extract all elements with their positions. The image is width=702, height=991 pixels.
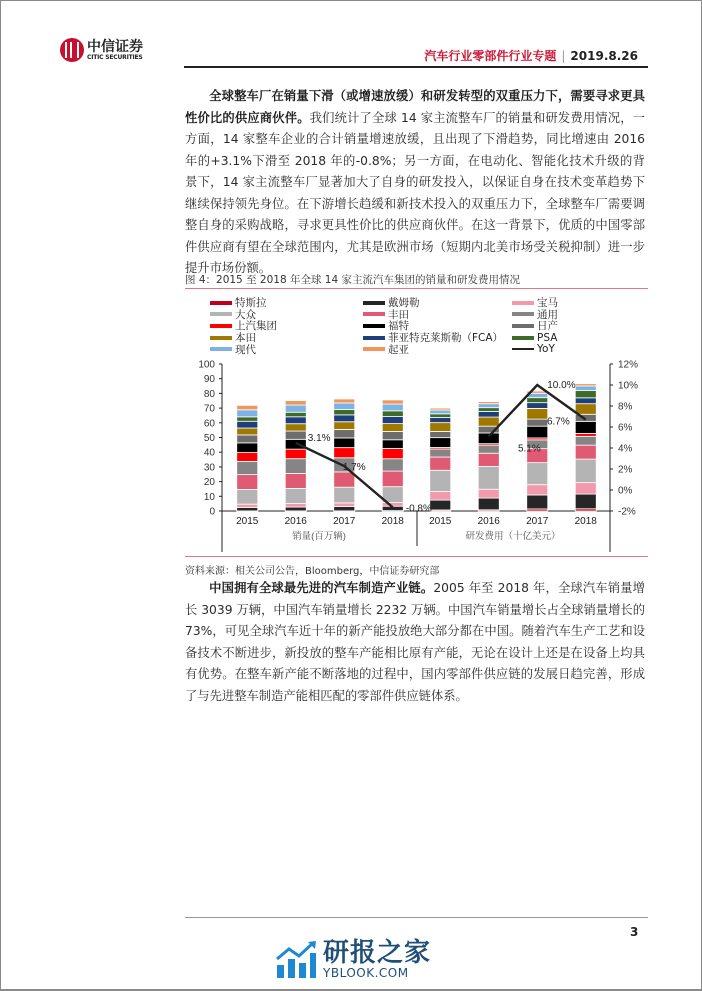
right-axis-tick-label: 10% [618, 380, 639, 392]
legend-swatch [363, 347, 385, 351]
bar-segment [527, 485, 548, 495]
bar-segment [285, 504, 306, 508]
bar-segment [382, 471, 403, 487]
logo-en-text: CITIC SECURITIES [87, 53, 143, 61]
sales-rd-stacked-chart [186, 356, 666, 552]
right-axis-tick-label: 2% [618, 464, 633, 476]
x-tick-label: 2018 [381, 516, 404, 527]
x-tick-label: 2015 [429, 516, 452, 527]
left-axis-tick-label: 10 [203, 491, 215, 503]
right-axis-tick-label: 0% [618, 485, 633, 497]
bar-segment [334, 422, 355, 430]
citic-logo-icon [60, 38, 84, 62]
x-tick-label: 2016 [284, 516, 307, 527]
bar-segment [430, 431, 451, 437]
bar-segment [527, 408, 548, 419]
left-axis-tick-label: 100 [198, 359, 215, 371]
bar-segment [382, 400, 403, 404]
legend-label: 现代 [235, 343, 256, 356]
legend-label: 菲亚特克莱斯勒（FCA） [388, 332, 504, 345]
bar-segment [430, 410, 451, 414]
legend-label: 大众 [235, 308, 256, 321]
legend-label: 通用 [537, 308, 558, 321]
bar-segment [430, 470, 451, 491]
bar-segment [285, 449, 306, 459]
bar-segment [334, 429, 355, 438]
bar-segment [382, 404, 403, 411]
legend-item [512, 343, 558, 355]
bar-segment [334, 503, 355, 507]
bar-segment [237, 435, 258, 443]
bar-segment [575, 421, 596, 433]
paragraph-1 [185, 86, 645, 280]
bar-segment [478, 404, 499, 408]
report-title: 汽车行业零部件行业专题 [424, 49, 557, 63]
bar-segment [527, 403, 548, 409]
bar-segment [334, 448, 355, 458]
bar-segment [575, 391, 596, 398]
bar-segment [527, 426, 548, 438]
yoy-data-label: -0.8% [405, 503, 432, 515]
bar-segment [430, 449, 451, 457]
header-rule [184, 66, 648, 68]
bar-segment [237, 504, 258, 507]
page-number: 3 [630, 925, 639, 939]
bar-segment [382, 417, 403, 424]
bar-segment [575, 494, 596, 509]
citic-logo [60, 38, 143, 62]
yoy-data-label: 10.0% [547, 380, 576, 391]
right-axis-tick-label: 12% [618, 359, 639, 371]
legend-swatch [210, 347, 232, 351]
bar-segment [382, 440, 403, 449]
legend-swatch [512, 301, 534, 305]
legend-label: 宝马 [537, 297, 558, 310]
legend-swatch [210, 324, 232, 328]
bar-segment [285, 488, 306, 503]
left-axis-tick-label: 90 [203, 374, 215, 386]
bar-segment [237, 507, 258, 511]
bar-segment [382, 424, 403, 432]
footer-rule [185, 917, 648, 918]
bar-segment [575, 404, 596, 415]
x-tick-label: 2018 [574, 516, 597, 527]
yoy-data-label: 1.7% [342, 462, 366, 474]
legend-swatch [210, 336, 232, 340]
bar-segment [285, 405, 306, 412]
bar-segment [430, 492, 451, 501]
yoy-data-label: 6.7% [546, 416, 570, 428]
bar-segment [478, 417, 499, 426]
bar-segment [334, 403, 355, 410]
source-rule [185, 556, 648, 557]
legend-swatch [512, 312, 534, 316]
bar-segment [478, 466, 499, 489]
bar-segment [575, 384, 596, 386]
bar-segment [575, 386, 596, 391]
left-axis-tick-label: 0 [209, 506, 215, 518]
left-axis-tick-label: 30 [203, 462, 215, 474]
bar-segment [237, 453, 258, 462]
bar-segment [575, 436, 596, 445]
bar-segment [478, 445, 499, 453]
bar-segment [382, 503, 403, 507]
right-axis-tick-label: 4% [618, 443, 633, 455]
legend-item [363, 309, 503, 321]
bar-segment [237, 461, 258, 474]
bar-segment [382, 431, 403, 439]
bar-segment [334, 507, 355, 511]
right-axis-tick-label: 8% [618, 401, 633, 413]
bar-segment [285, 507, 306, 511]
legend-swatch [363, 324, 385, 328]
bar-segment [237, 428, 258, 435]
group-label: 研发费用（十亿美元） [465, 531, 561, 542]
right-axis-tick-label: -2% [618, 506, 636, 518]
legend-label: 戴姆勒 [388, 297, 420, 310]
bar-segment [527, 495, 548, 509]
bar-segment [430, 408, 451, 410]
bar-segment [334, 472, 355, 487]
legend-column-1 [210, 297, 277, 355]
bar-segment [430, 423, 451, 432]
bar-segment [430, 414, 451, 418]
paragraph-1-body: 我们统计了全球 14 家主流整车厂的销量和研发费用情况，一方面，14 家整车企业的合计销量增速放缓，且出现了下滑趋势，同比增速由 2016 年的+3.1%下滑至 2018 年的-0.8%；另一方面，在电动化、智能化技术升级的背景下，14 家主流整车厂显著加大了自身的研发投入，以保证自身在技术变革趋势下继续保持领先身位。在下游增长趋缓和新技术投入的双重压力下，全球整车厂需要调整自身的采购战略，寻求更具性价比的供应商伙伴。在这一背景下，优质的中国零部件供应商有望在全球范围内，尤其是欧洲市场（短期内北美市场受关税抑制）进一步提升市场份额。 [185, 110, 645, 275]
figure-title: 图 4：2015 至 2018 年全球 14 家主流汽车集团的销量和研发费用情况 [185, 274, 521, 286]
logo-cn-text: 中信证券 [87, 38, 143, 55]
watermark-en: YBLOOK.COM [323, 966, 409, 980]
bar-segment [430, 457, 451, 470]
legend-item [512, 332, 558, 344]
bar-segment [285, 459, 306, 474]
report-date: 2019.8.26 [570, 48, 638, 63]
legend-label: 丰田 [388, 308, 409, 321]
figure-source: 资料来源：相关公司公告，Bloomberg，中信证券研究部 [185, 566, 440, 577]
bar-segment [575, 483, 596, 494]
legend-swatch [363, 301, 385, 305]
bar-segment [527, 398, 548, 403]
left-axis-tick-label: 70 [203, 403, 215, 415]
bar-segment [237, 417, 258, 421]
figure-title-rule [185, 288, 648, 289]
bottom-border [0, 989, 702, 990]
bar-segment [285, 401, 306, 405]
legend-item [512, 320, 558, 332]
legend-label: 上汽集团 [235, 320, 277, 333]
paragraph-2 [185, 578, 645, 707]
legend-item [363, 297, 503, 309]
bar-segment [237, 421, 258, 428]
bar-segment [575, 445, 596, 459]
watermark [275, 940, 431, 979]
bar-segment [334, 415, 355, 422]
x-tick-label: 2017 [333, 516, 356, 527]
left-axis-tick-label: 40 [203, 447, 215, 459]
bar-segment [478, 408, 499, 412]
bar-segment [430, 438, 451, 448]
legend-item [363, 332, 503, 344]
legend-item [210, 343, 277, 355]
watermark-cn: 研报之家 [323, 938, 432, 968]
bar-segment [478, 411, 499, 417]
bar-segment [575, 433, 596, 436]
bar-segment [527, 419, 548, 426]
report-header [424, 47, 638, 64]
x-tick-label: 2016 [477, 516, 500, 527]
bar-segment [334, 410, 355, 415]
legend-label: 福特 [388, 320, 409, 333]
bar-segment [527, 463, 548, 485]
legend-swatch [210, 312, 232, 316]
bar-segment [237, 489, 258, 504]
bar-segment [575, 459, 596, 483]
bar-segment [237, 405, 258, 409]
legend-label: YoY [537, 343, 555, 356]
yoy-data-label: 3.1% [307, 433, 331, 444]
bar-segment [430, 418, 451, 423]
left-axis-tick-label: 80 [203, 388, 215, 400]
legend-item [363, 343, 503, 355]
legend-label: 日产 [537, 320, 558, 333]
bar-segment [478, 433, 499, 444]
group-label: 销量(百万辆) [292, 531, 346, 542]
bar-segment [285, 424, 306, 431]
bar-segment [334, 438, 355, 448]
legend-swatch [512, 348, 534, 350]
bar-segment [237, 443, 258, 453]
left-axis-tick-label: 60 [203, 418, 215, 430]
bar-segment [478, 489, 499, 498]
yoy-data-label: 5.1% [517, 443, 541, 455]
bar-segment [382, 411, 403, 417]
left-axis-tick-label: 20 [203, 477, 215, 489]
bar-segment [285, 417, 306, 424]
right-axis-tick-label: 6% [618, 422, 633, 434]
bar-segment [478, 498, 499, 510]
bar-segment [382, 459, 403, 471]
legend-swatch [210, 301, 232, 305]
legend-label: 本田 [235, 332, 256, 345]
legend-swatch [512, 324, 534, 328]
bar-segment [430, 500, 451, 510]
bar-segment [575, 398, 596, 404]
bar-segment [285, 473, 306, 488]
bar-segment [285, 412, 306, 417]
x-tick-label: 2017 [526, 516, 549, 527]
bar-segment [285, 431, 306, 439]
watermark-chart-icon [275, 941, 317, 979]
x-tick-label: 2015 [236, 516, 259, 527]
bar-segment [237, 410, 258, 417]
legend-column-2 [363, 297, 503, 355]
legend-swatch [512, 336, 534, 340]
legend-swatch [363, 312, 385, 316]
left-axis-tick-label: 50 [203, 433, 215, 444]
legend-column-3 [512, 297, 558, 355]
paragraph-2-body: 2005 年至 2018 年，全球汽车销量增长 3039 万辆，中国汽车销量增长 2232 万辆。中国汽车销量增长占全球销量增长的 73%，可见全球汽车近十年的新产能投放绝大部分都在中国。随着汽车生产工艺和设备技术不断进步，新投放的整车产能相比原有产能，无论在设计上还是在设备上均具有优势。在整车新产能不断落地的过程中，国内零部件供应链的发展日趋完善，形成了与先进整车制造产能相匹配的零部件供应链体系。 [185, 581, 645, 703]
paragraph-2-lead: 中国拥有全球最先进的汽车制造产业链。 [209, 581, 434, 595]
bar-segment [478, 453, 499, 466]
bar-segment [478, 402, 499, 404]
bar-segment [237, 475, 258, 490]
bar-segment [334, 399, 355, 403]
legend-label: 特斯拉 [235, 297, 267, 310]
bar-segment [382, 448, 403, 458]
legend-label: PSA [537, 331, 558, 344]
header-separator: | [561, 48, 566, 63]
legend-label: 起亚 [388, 343, 409, 356]
paragraph-1-lead: 全球整车厂在销量下滑（或增速放缓）和研发转型的双重压力下，需要寻求更具性价比的供应商伙伴。 [185, 89, 645, 125]
bar-segment [334, 487, 355, 503]
legend-swatch [363, 336, 385, 340]
